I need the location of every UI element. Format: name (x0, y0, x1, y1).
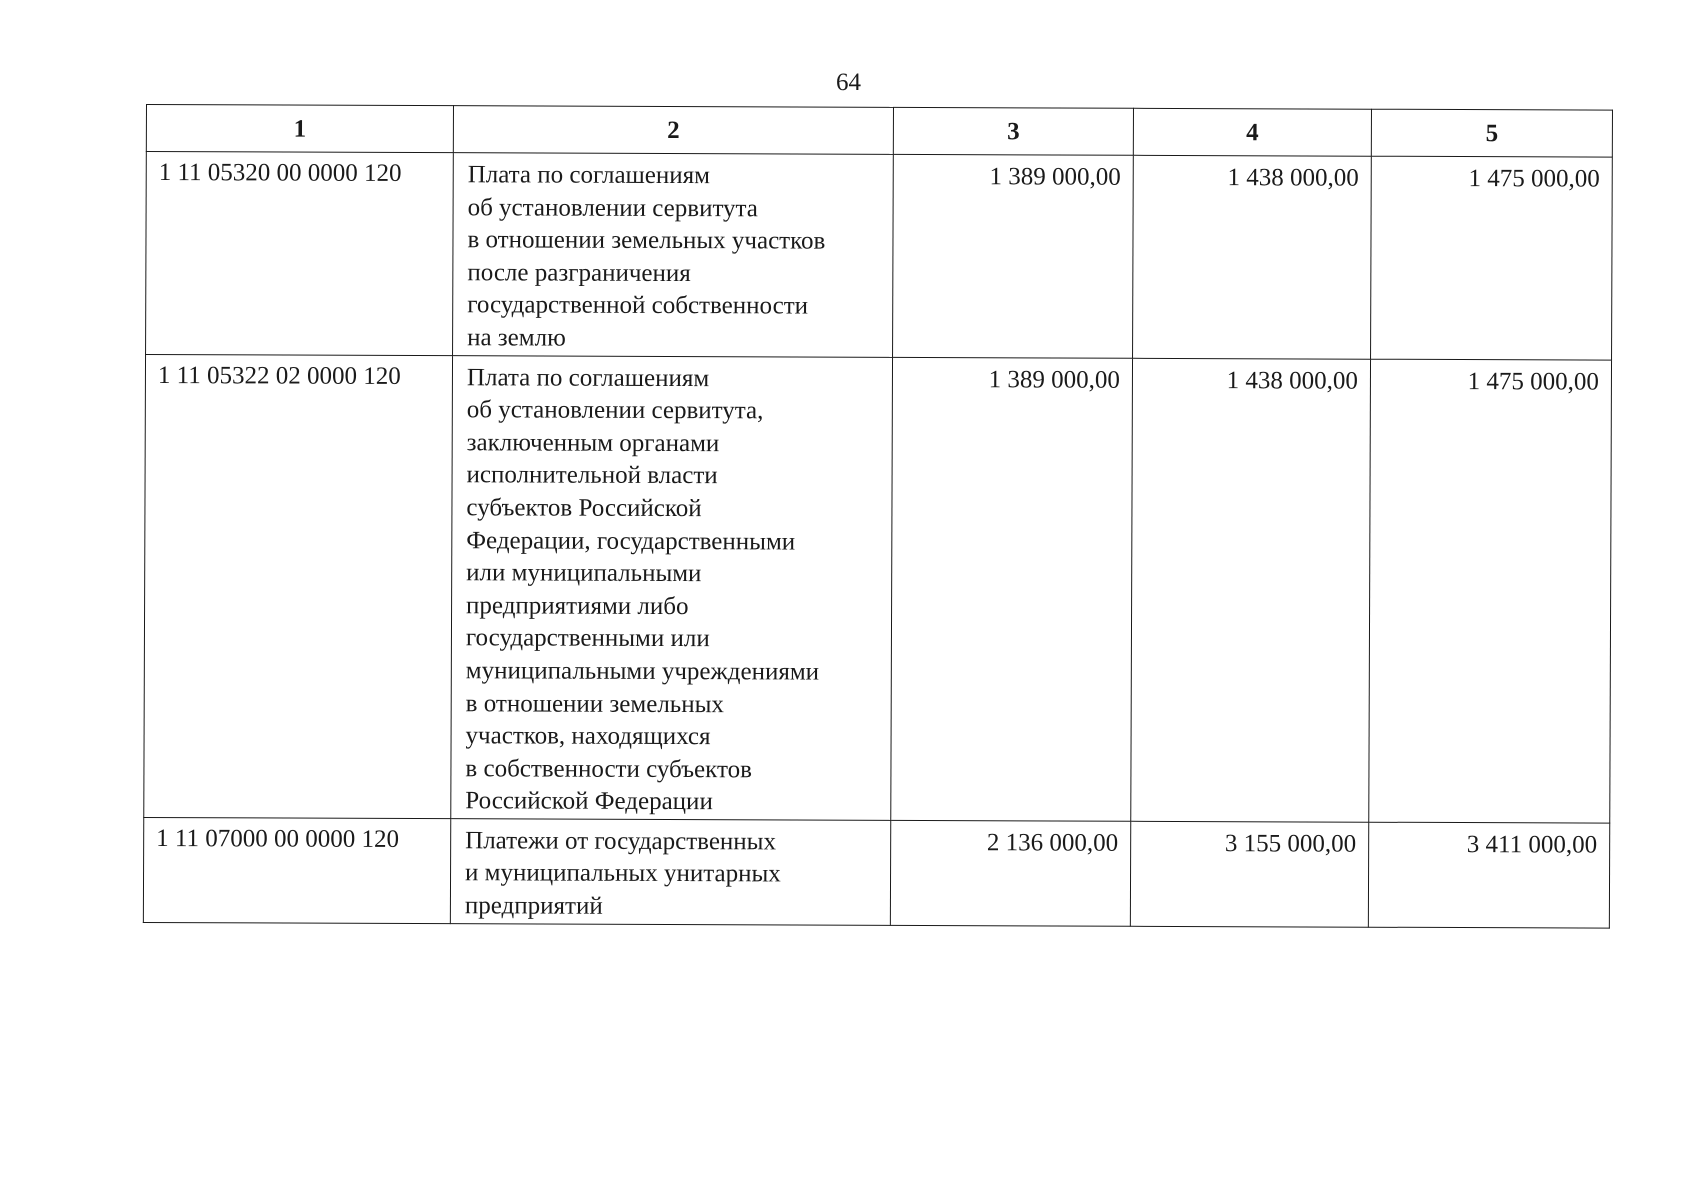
amount-cell-4: 1 438 000,00 (1131, 358, 1371, 822)
table-body (143, 152, 1612, 928)
page-number: 64 (836, 69, 861, 96)
revenue-name-line: в отношении земельных участков (467, 226, 826, 255)
amount-cell-4: 3 155 000,00 (1130, 821, 1368, 927)
table-row (144, 354, 1612, 823)
revenue-name-line: Российской Федерации (465, 787, 713, 816)
revenue-name-line: государственной собственности (467, 291, 809, 320)
amount-cell-3: 1 389 000,00 (891, 357, 1133, 821)
revenue-name-line: после разграничения (467, 259, 691, 287)
budget-code-cell: 1 11 07000 00 0000 120 (143, 817, 450, 923)
amount-cell-3: 1 389 000,00 (893, 154, 1134, 357)
revenue-name-line: в собственности субъектов (465, 754, 752, 784)
revenue-name-line: муниципальными учреждениями (465, 657, 820, 686)
revenue-name-line: об установлении сервитута (467, 193, 758, 222)
budget-code-cell: 1 11 05320 00 0000 120 (146, 152, 454, 356)
table-header (146, 105, 1612, 158)
revenue-name-line: исполнительной власти (466, 461, 718, 490)
revenue-name-line: в отношении земельных (465, 689, 724, 718)
revenue-name-line: государственными или (465, 624, 710, 653)
amount-cell-5: 3 411 000,00 (1368, 822, 1609, 928)
amount-cell-5: 1 475 000,00 (1371, 156, 1613, 359)
revenue-name-line: Платежи от государственных (465, 827, 777, 856)
header-col-3: 3 (893, 107, 1133, 155)
revenue-name-line: предприятий (464, 892, 603, 920)
header-col-5: 5 (1371, 109, 1612, 157)
revenue-name-cell (453, 153, 894, 357)
amount-cell-4: 1 438 000,00 (1133, 155, 1372, 358)
revenue-name-cell (450, 819, 890, 925)
revenue-name-cell (451, 355, 893, 820)
revenue-name-line: субъектов Российской (466, 494, 702, 523)
header-col-1: 1 (146, 105, 453, 153)
table-row (143, 817, 1609, 927)
revenue-name-line: и муниципальных унитарных (464, 859, 781, 888)
revenue-name-line: участков, находящихся (465, 722, 711, 751)
header-row (146, 105, 1612, 158)
amount-cell-5: 1 475 000,00 (1369, 359, 1612, 823)
revenue-table (143, 104, 1613, 928)
revenue-name-line: Федерации, государственными (466, 526, 796, 556)
budget-code-cell: 1 11 05322 02 0000 120 (144, 354, 453, 818)
amount-cell-3: 2 136 000,00 (890, 820, 1130, 926)
revenue-name-line: Плата по соглашениям (466, 363, 710, 392)
revenue-name-line: об установлении сервитута, (466, 396, 764, 425)
revenue-name-line: на землю (467, 324, 566, 352)
revenue-name-line: или муниципальными (466, 559, 702, 588)
revenue-name-line: Плата по соглашениям (467, 161, 711, 190)
header-col-4: 4 (1133, 108, 1371, 156)
revenue-name-line: заключенным органами (466, 428, 720, 457)
header-col-2: 2 (453, 106, 893, 155)
table-row (146, 152, 1613, 360)
revenue-name-line: предприятиями либо (466, 591, 689, 620)
